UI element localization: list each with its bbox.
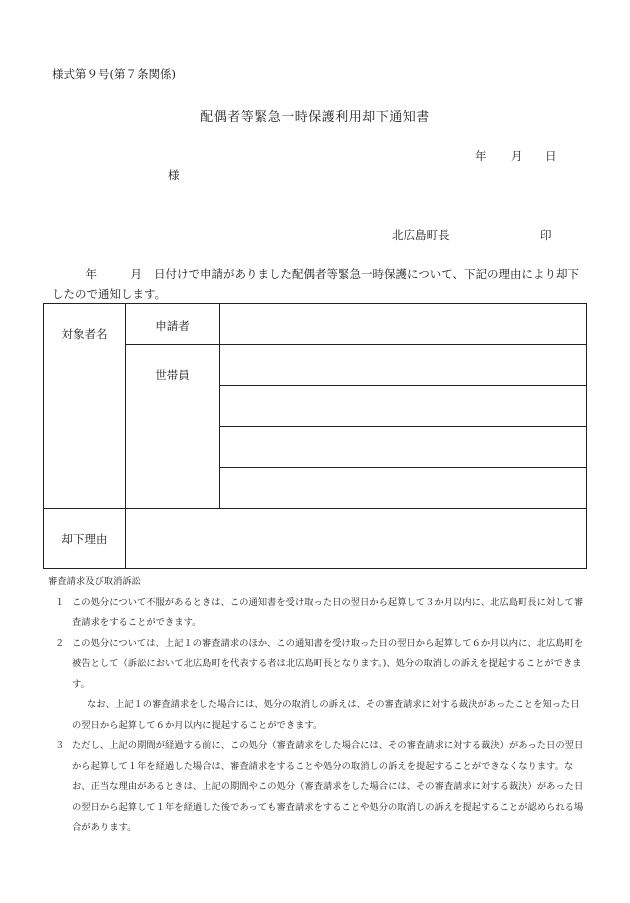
subject-label-cell [44,304,126,509]
household-value-cell-4[interactable] [220,468,587,509]
reason-label-cell [44,509,126,569]
form-number-label: 様式第９号(第７条関係) [52,67,176,81]
reason-value-cell[interactable] [126,509,587,569]
note-item-2-supplement: なお、上記１の審査請求をした場合には、処分の取消しの訴えは、その審査請求に対する裁決があったことを知った日の翌日から起算して６か月以内に提起することができます。 [72,699,580,731]
household-label-cell [126,345,220,509]
issuer-name: 北広島町長 [392,228,450,242]
date-year-label: 年 [475,149,487,163]
household-value-cell-3[interactable] [220,427,587,468]
household-value-cell-1[interactable] [220,345,587,386]
appeal-notes [48,572,588,839]
document-title: 配偶者等緊急一時保護利用却下通知書 [200,110,430,125]
applicant-label: 申請者 [155,319,190,333]
seal-mark: 印 [540,228,552,242]
subject-table [43,303,587,569]
intro-month: 月 [130,267,142,281]
date-day-label: 日 [545,149,557,163]
applicant-value-cell[interactable] [220,304,587,345]
applicant-label-cell [126,304,220,345]
reason-label: 却下理由 [61,531,108,546]
note-item-2: ２ この処分については、上記１の審査請求のほか、この通知書を受け取った日の翌日から起算して６か月以内に、北広島町を被告として（訴訟において北広島町を代表する者は北広島町長となります。)、処分の取消しの訴えを提起することができます。 [55,637,584,690]
intro-year: 年 [85,267,97,281]
notes-heading: 審査請求及び取消訴訟 [48,576,141,587]
intro-paragraph [52,264,582,304]
addressee-suffix: 様 [168,168,180,182]
household-value-cell-2[interactable] [220,386,587,427]
household-label: 世帯員 [155,368,190,382]
subject-label: 対象者名 [61,327,108,341]
date-month-label: 月 [511,149,523,163]
note-item-1: １ この処分について不服があるときは、この通知書を受け取った日の翌日から起算して３か月以内に、北広島町長に対して審査請求をすることができます。 [55,596,584,628]
intro-text: 日付けで申請がありました配偶者等緊急一時保護について、下記の理由により却下したので通知します。 [52,267,580,301]
note-item-3: ３ ただし、上記の期間が経過する前に、この処分（審査請求をした場合には、その審査請求に対する裁決）があった日の翌日から起算して１年を経過した場合は、審査請求をすることや処分の取消しの訴えを提起することができなくなります。なお、正当な理由があるときは、上記の期間やこの処分（審査請求をした場合には、その審査請求に対する裁決）があった日の翌日から起算して１年を経過した後であっても審査請求をすることや処分の取消しの訴えを提起することが認められる場合があります。 [55,740,584,833]
